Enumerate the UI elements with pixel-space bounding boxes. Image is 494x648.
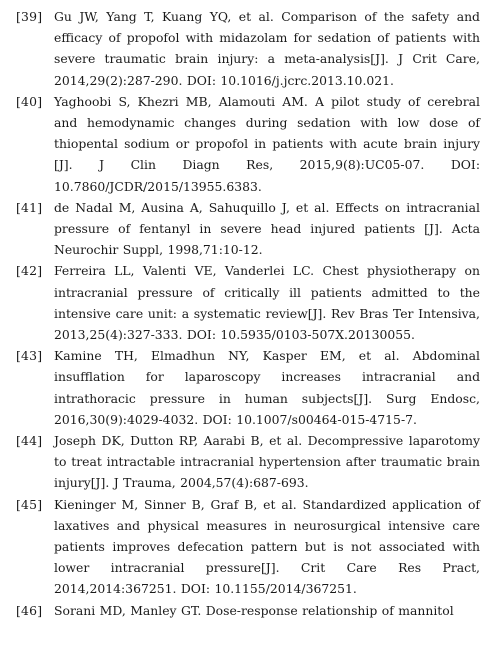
reference-text: Kieninger M, Sinner B, Graf B, et al. Standardized application of laxatives and physical measures in neurosurgical intensive care patients improves defecation pattern but is not associated with lower intracranial pressure[J]. Crit Care Res Pract, 2014,2014:367251. DOI: 10.1155/2014/367251.	[54, 496, 480, 597]
reference-number: [46]	[16, 602, 43, 618]
reference-number: [44]	[16, 433, 43, 449]
reference-text: Kamine TH, Elmadhun NY, Kasper EM, et al. Abdominal insufflation for laparoscopy increases intracranial and intrathoracic pressure in human subjects[J]. Surg Endosc, 2016,30(9):4029-4032. DOI: 10.1007/s00464-015-4715-7.	[54, 348, 480, 427]
reference-number: [45]	[16, 496, 43, 512]
reference-number: [41]	[16, 199, 43, 215]
reference-text: de Nadal M, Ausina A, Sahuquillo J, et al. Effects on intracranial pressure of fentanyl in severe head injured patients [J]. Acta Neurochir Suppl, 1998,71:10-12.	[54, 199, 480, 258]
reference-text: Sorani MD, Manley GT. Dose-response relationship of mannitol	[54, 602, 454, 618]
reference-item-44	[16, 430, 480, 494]
reference-item-46	[16, 600, 480, 621]
reference-item-43	[16, 345, 480, 430]
reference-item-45	[16, 494, 480, 600]
reference-number: [39]	[16, 9, 43, 24]
reference-item-41	[16, 197, 480, 261]
reference-item-40	[16, 91, 480, 197]
reference-text: Yaghoobi S, Khezri MB, Alamouti AM. A pilot study of cerebral and hemodynamic changes during sedation with low dose of thiopental sodium or propofol in patients with acute brain injury [J]. J Clin Diagn Res, 2015,9(8):UC05-07. DOI: 10.7860/JCDR/2015/13955.6383.	[54, 93, 480, 194]
reference-text: Joseph DK, Dutton RP, Aarabi B, et al. Decompressive laparotomy to treat intractable intracranial hypertension after traumatic brain injury[J]. J Trauma, 2004,57(4):687-693.	[54, 433, 480, 491]
reference-number: [40]	[16, 93, 43, 109]
reference-number: [43]	[16, 348, 43, 364]
reference-text: Ferreira LL, Valenti VE, Vanderlei LC. Chest physiotherapy on intracranial pressure of critically ill patients admitted to the intensive care unit: a systematic review[J]. Rev Bras Ter Intensiva, 2013,25(4):327-333. DOI: 10.5935/0103-507X.20130055.	[54, 263, 480, 343]
reference-item-42	[16, 260, 480, 345]
reference-item-39	[16, 6, 480, 91]
reference-text: Gu JW, Yang T, Kuang YQ, et al. Comparison of the safety and efficacy of propofol with midazolam for sedation of patients with severe traumatic brain injury: a meta-analysis[J]. J Crit Care, 2014,29(2):287-290. DOI: 10.1016/j.jcrc.2013.10.021.	[54, 9, 480, 88]
reference-number: [42]	[16, 263, 43, 279]
